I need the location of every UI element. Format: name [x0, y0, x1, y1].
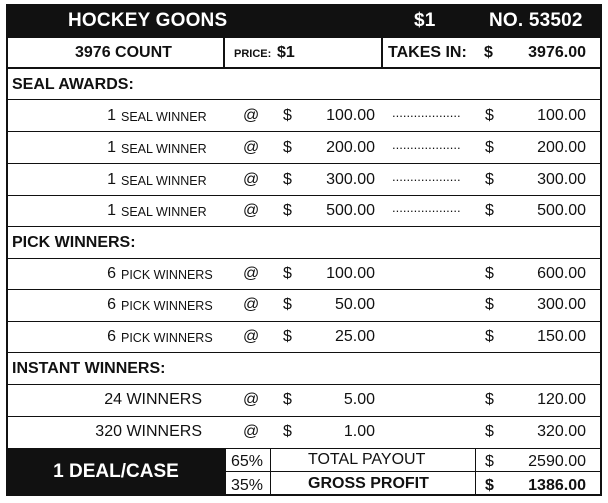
instant-winners-title: INSTANT WINNERS:: [12, 360, 166, 377]
divider: [6, 163, 602, 164]
divider: [6, 384, 602, 385]
header-bar: [6, 4, 602, 38]
takes-in-value: 3976.00: [528, 44, 586, 61]
divider: [6, 131, 602, 132]
divider: [6, 226, 602, 227]
takes-in-label: TAKES IN:: [388, 44, 467, 61]
count-text: 3976 COUNT: [75, 44, 172, 61]
deal-case-block: [6, 449, 226, 496]
divider: [6, 258, 602, 259]
ticket-price: $1: [414, 10, 436, 31]
deal-sheet: HOCKEY GOONS $1 NO. 53502 3976 COUNT PRICE: $1 TAKES IN: $ 3976.00 SEAL AWARDS: 1 SEAL WINNER @ $ 100.00 ................... $ 100.00 1 SEAL WINNER @ $ 200.00 ................... $ 200.00 1 SEAL WINNER @ $ 300.00 ................... $ 300.00 1 SEAL WINNER @ $ 500.00 ................... $ 500.00 PICK WINNERS: 6 PICK WINNERS @ $ 100.00 $ 600.00 6 PICK WINNERS @ $ 50.00 $ 300.00 6 PICK WINNERS @ $ 25.00 $ 150.00 INSTANT WINNERS: 24 WINNERS @ $ 5.00 $ 120.00 320 WINNERS @ $ 1.00 $ 320.00 1 DEAL/CASE 65% TOTAL PAYOUT $ 2590.00 35% GROSS PROFIT $ 1386.00: [0, 0, 608, 503]
gross-profit-value: 1386.00: [528, 477, 586, 494]
seal-awards-title: SEAL AWARDS:: [12, 76, 134, 93]
divider: [6, 416, 602, 417]
game-name: HOCKEY GOONS: [68, 10, 228, 31]
divider: [6, 195, 602, 196]
divider: [6, 99, 602, 100]
divider: [270, 448, 271, 496]
total-payout-value: 2590.00: [528, 453, 586, 470]
form-number: NO. 53502: [489, 10, 583, 31]
divider: [6, 321, 602, 322]
divider: [226, 471, 602, 472]
divider: [381, 38, 383, 68]
divider: [6, 67, 602, 69]
divider: [6, 352, 602, 353]
divider: [475, 448, 476, 496]
payout-percent: 65%: [231, 453, 264, 470]
payout-currency: $: [485, 453, 494, 470]
pick-winners-title: PICK WINNERS:: [12, 234, 136, 251]
total-payout-label: TOTAL PAYOUT: [308, 451, 426, 468]
divider: [6, 289, 602, 290]
price-label: PRICE:: [234, 48, 272, 60]
price-value: $1: [277, 44, 295, 61]
profit-currency: $: [485, 477, 494, 494]
deal-case-text: 1 DEAL/CASE: [53, 461, 179, 482]
gross-profit-label: GROSS PROFIT: [308, 475, 429, 492]
takes-in-currency: $: [484, 44, 493, 61]
profit-percent: 35%: [231, 477, 264, 494]
divider: [223, 38, 225, 68]
